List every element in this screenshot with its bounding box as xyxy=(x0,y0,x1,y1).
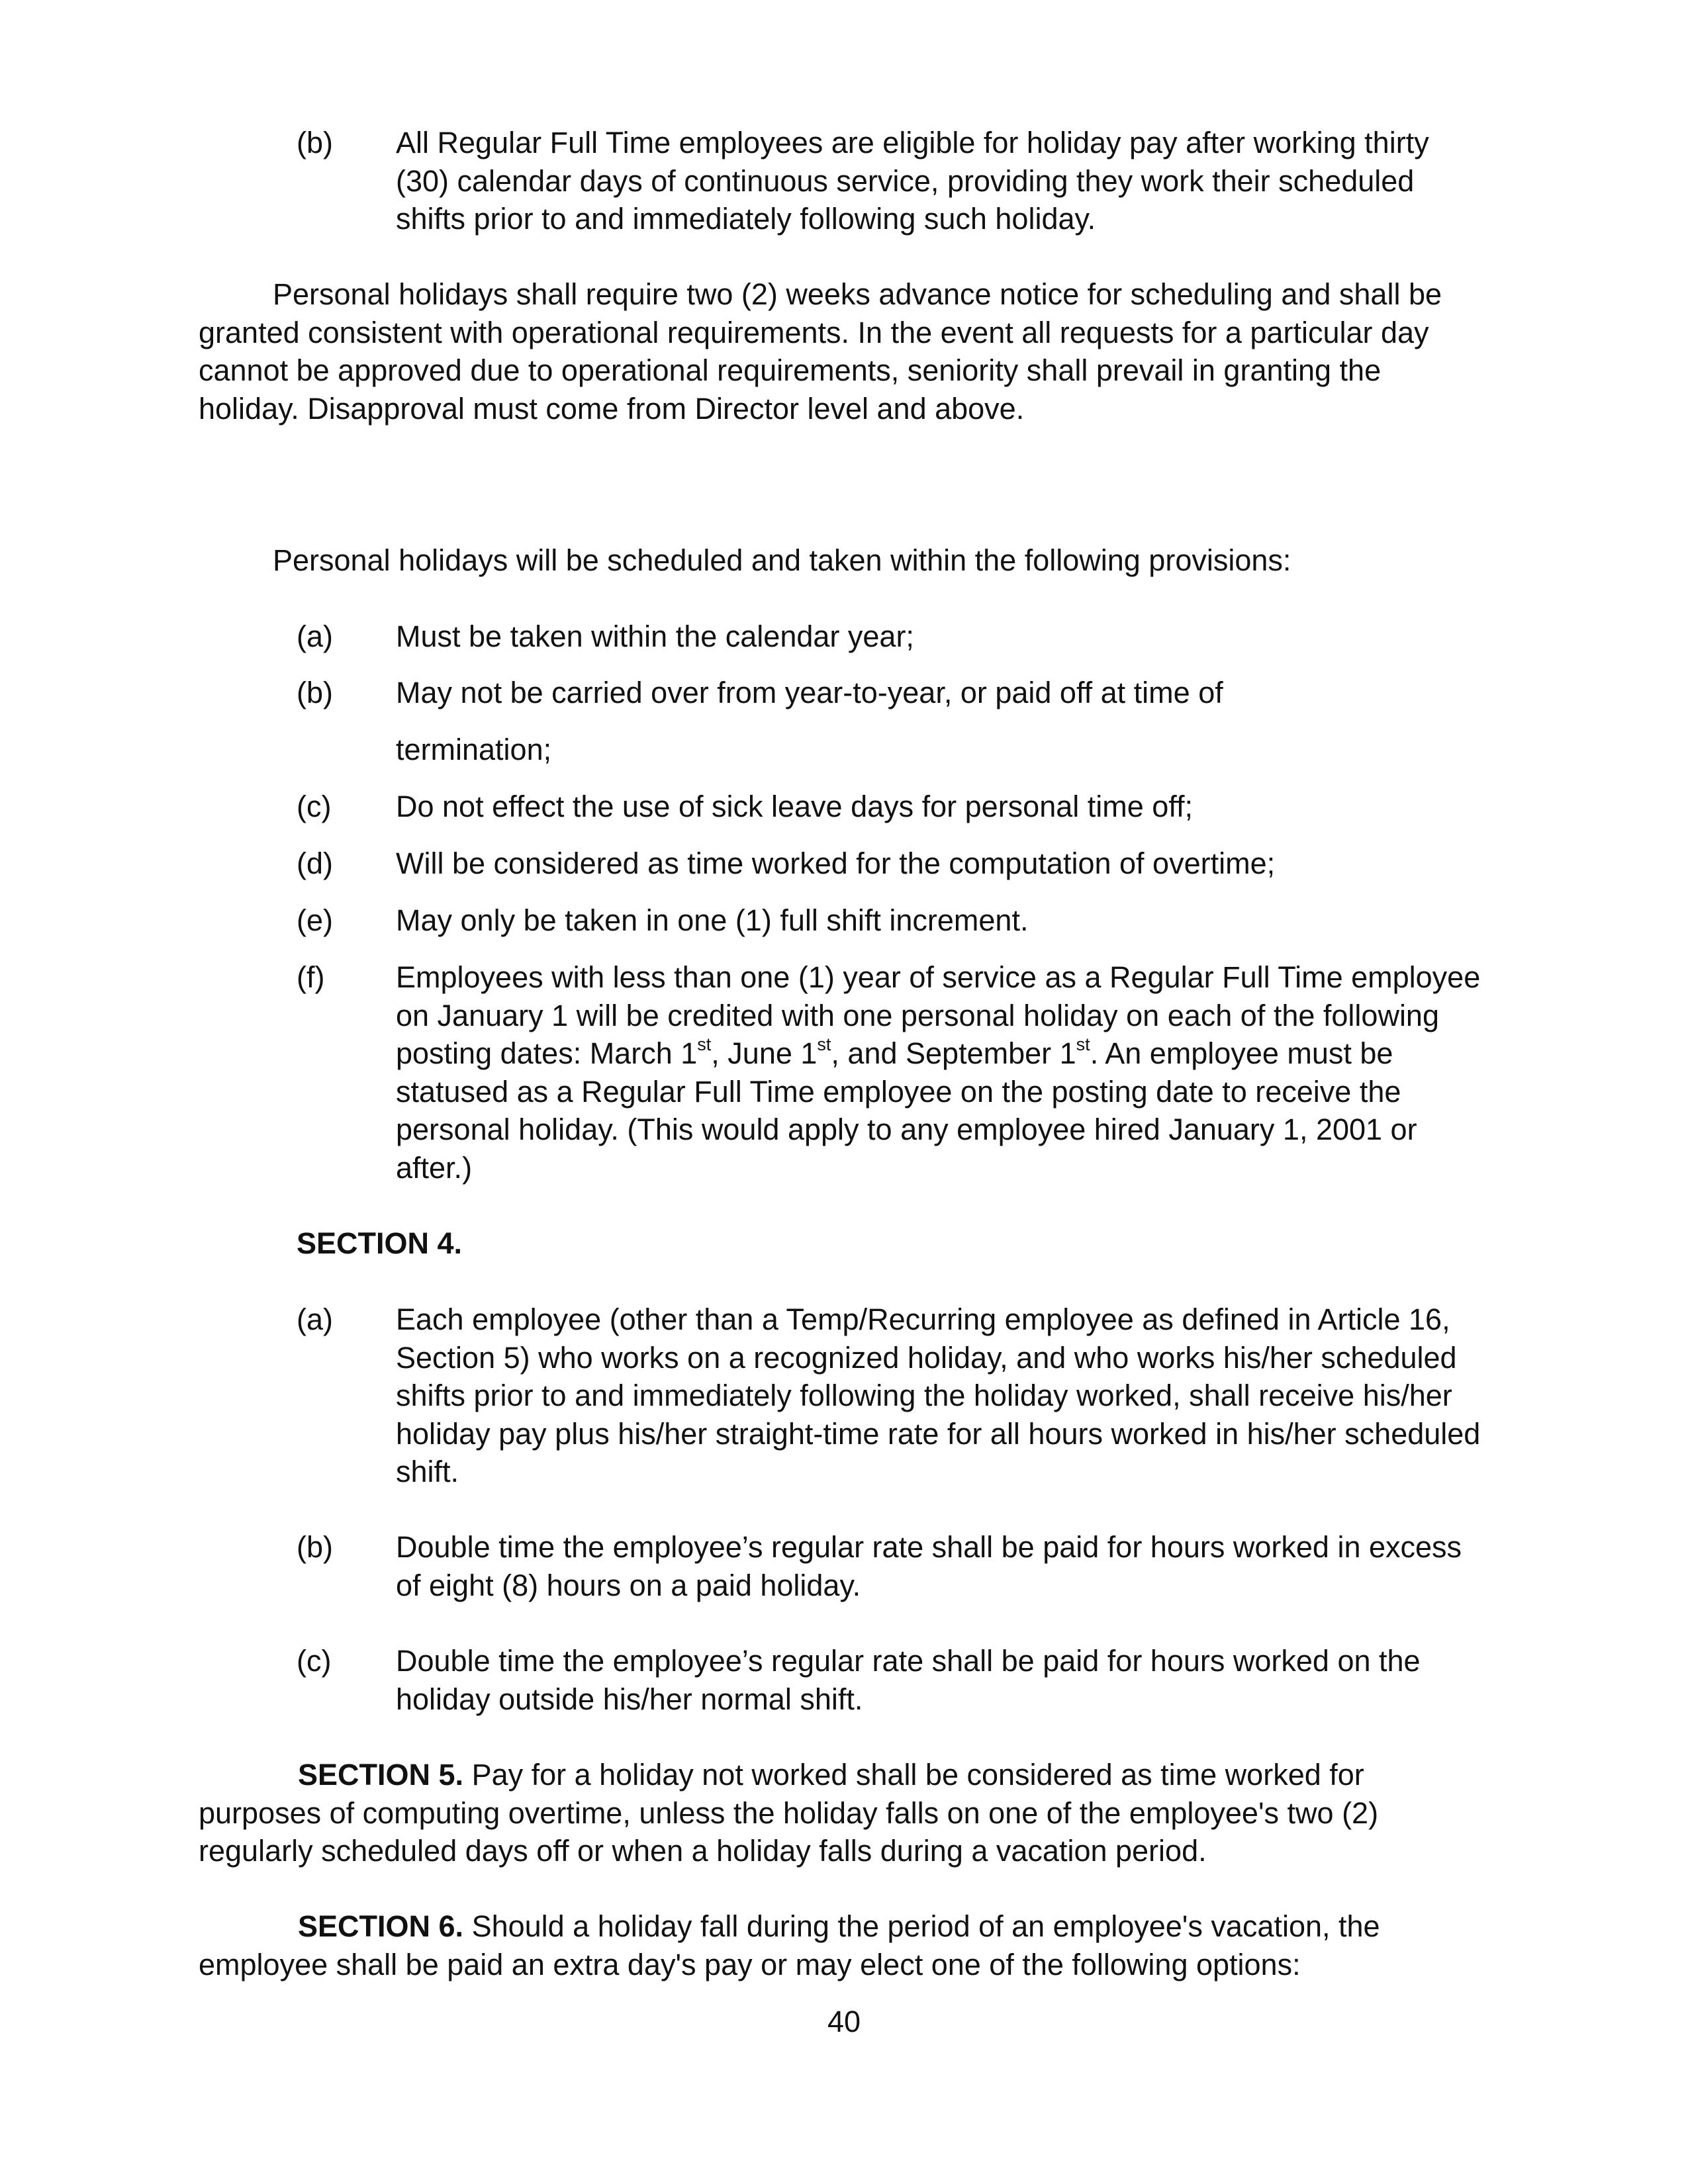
section-5-paragraph xyxy=(199,1756,1483,1870)
provision-item-c xyxy=(297,788,1481,826)
provision-item-d xyxy=(297,844,1481,883)
item-label: (f) xyxy=(297,960,325,994)
section-4-heading: SECTION 4. xyxy=(297,1226,463,1260)
item-text: Will be considered as time worked for the computation of overtime; xyxy=(396,846,1276,880)
section-6-heading: SECTION 6. xyxy=(298,1909,464,1943)
item-label: (c) xyxy=(297,1644,332,1678)
item-text: Do not effect the use of sick leave days for personal time off; xyxy=(396,790,1193,823)
section-4-item-a xyxy=(297,1300,1481,1491)
section-6-paragraph xyxy=(199,1907,1483,1983)
item-label: (a) xyxy=(297,1302,333,1336)
item-text-part: , June 1 xyxy=(711,1036,818,1070)
item-text: Double time the employee’s regular rate shall be paid for hours worked in excess of eight (8) hours on a paid holiday. xyxy=(396,1530,1462,1602)
section-6-text: Should a holiday fall during the period of an employee's vacation, the employee shall be paid an extra day's pay or may elect one of the following options: xyxy=(199,1909,1380,1981)
ordinal-suffix: st xyxy=(1076,1034,1090,1054)
section-5-text: Pay for a holiday not worked shall be considered as time worked for purposes of computing overtime, unless the holiday falls on one of the employee's two (2) regularly scheduled days off or when a holiday falls during a vacation period. xyxy=(199,1758,1379,1868)
item-label: (c) xyxy=(297,790,332,823)
item-text-part: . An employee must be statused as a Regular Full Time employee on the posting date to receive the personal holiday. (This would apply to any employee hired January 1, 2001 or after.) xyxy=(396,1036,1417,1185)
provision-item-b xyxy=(297,664,1329,778)
item-text xyxy=(396,958,1481,1187)
holiday-eligibility-item xyxy=(297,124,1481,238)
item-text: May not be carried over from year-to-year, or paid off at time of termination; xyxy=(396,676,1223,766)
provisions-intro-paragraph: Personal holidays will be scheduled and taken within the following provisions: xyxy=(273,543,1291,577)
item-label: (a) xyxy=(297,619,333,653)
item-label: (e) xyxy=(297,903,333,937)
provision-item-a xyxy=(297,617,1481,656)
section-4-item-b xyxy=(297,1528,1481,1604)
item-label: (d) xyxy=(297,846,333,880)
item-text-part: , and September 1 xyxy=(831,1036,1076,1070)
item-text: All Regular Full Time employees are eligible for holiday pay after working thirty (30) calendar days of continuous service, providing they work their scheduled shifts prior to and immediately following such holiday. xyxy=(396,126,1429,236)
page-number: 40 xyxy=(827,2005,861,2038)
provision-item-e xyxy=(297,901,1481,940)
personal-holiday-notice-paragraph: Personal holidays shall require two (2) weeks advance notice for scheduling and shall be granted consistent with operational requirements. In the event all requests for a particular day cannot be approved due to operational requirements, seniority shall prevail in granting the holiday. Disapproval must come from Director level and above. xyxy=(199,277,1442,426)
item-text: Must be taken within the calendar year; xyxy=(396,619,914,653)
section-4-item-c xyxy=(297,1642,1481,1718)
item-text: May only be taken in one (1) full shift increment. xyxy=(396,903,1029,937)
section-5-heading: SECTION 5. xyxy=(298,1758,464,1792)
ordinal-suffix: st xyxy=(697,1034,712,1054)
item-text: Each employee (other than a Temp/Recurring employee as defined in Article 16, Section 5) who works on a recognized holiday, and who works his/her scheduled shifts prior to and immediately following the holiday worked, shall receive his/her holiday pay plus his/her straight-time rate for all hours worked in his/her scheduled shift. xyxy=(396,1302,1481,1488)
item-label: (b) xyxy=(297,1530,333,1564)
item-text-part: Employees with less than one (1) year of service as a Regular Full Time employee on January 1 will be credited with one personal holiday on each of the following posting dates: March 1 xyxy=(396,960,1481,1070)
provision-item-f xyxy=(297,958,1481,1187)
item-text: Double time the employee’s regular rate shall be paid for hours worked on the holiday outside his/her normal shift. xyxy=(396,1644,1421,1716)
item-label: (b) xyxy=(297,676,333,709)
ordinal-suffix: st xyxy=(817,1034,831,1054)
item-label: (b) xyxy=(297,126,333,159)
